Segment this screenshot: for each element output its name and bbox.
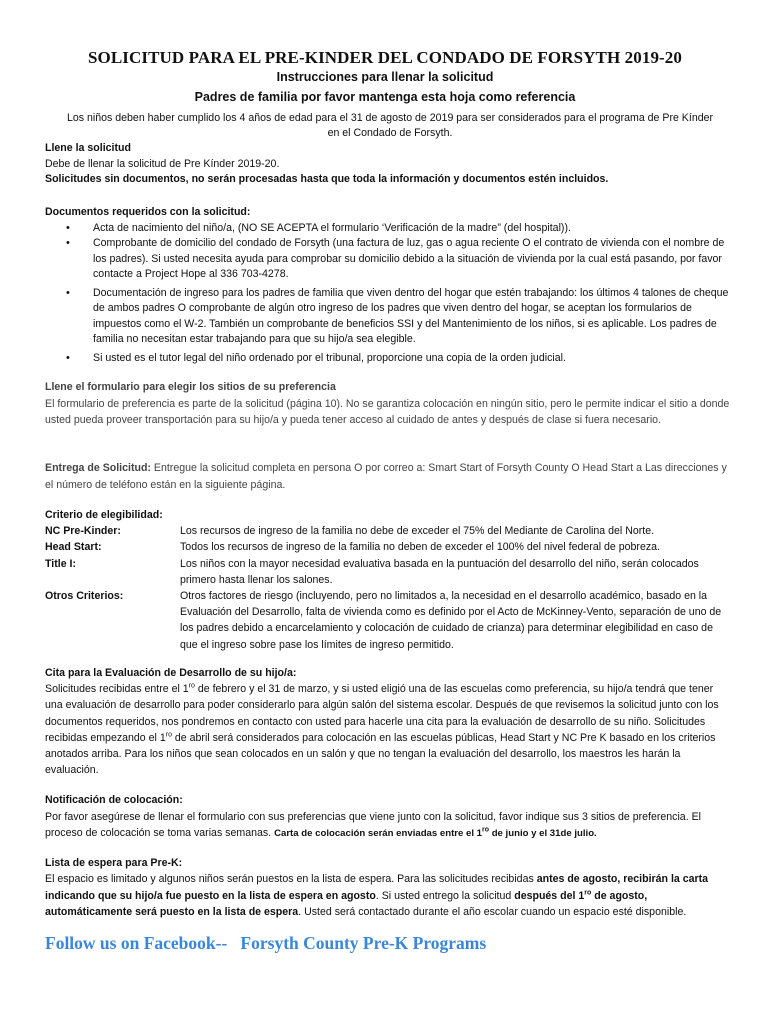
- criteria-label: Head Start:: [45, 541, 102, 554]
- waitlist-text: [45, 871, 730, 920]
- ordinal-sup: ro: [188, 682, 195, 690]
- docs-list: [45, 221, 730, 367]
- criteria-text: Todos los recursos de ingreso de la familia no deben de exceder el 100% del nivel federal de pobreza.: [180, 541, 660, 554]
- fill-application-section: [45, 141, 730, 188]
- delivery-text: Entregue la solicitud completa en persona O por correo a: Smart Start of Forsyth County O Head Start a Las direcciones y el número de teléfono están en la siguiente página.: [45, 462, 727, 491]
- ordinal-sup: ro: [584, 889, 592, 897]
- notice-text-part: Por favor asegúrese de llenar el formulario con sus preferencias que viene junto con la solicitud, favor indique sus 3 sitios de preferencia. El proceso de colocación se toma varias semanas.: [45, 810, 701, 839]
- eligibility-criteria-section: [45, 507, 730, 653]
- age-requirement-intro: Los niños deben haber cumplido los 4 años de edad para el 31 de agosto de 2019 para ser considerados para el programa de Pre Kínder en el Condado de Forsyth.: [66, 112, 714, 139]
- pref-heading: Llene el formulario para elegir los sitios de su preferencia: [45, 381, 336, 393]
- docs-item-legal-guardian: • Si usted es el tutor legal del niño ordenado por el tribunal, proporcione una copia de la orden judicial.: [45, 351, 730, 367]
- waitlist-bold-part: antes de agosto, recibirán la carta indicando que su hijo/a fue puesto en la lista de espera en agosto: [45, 873, 709, 902]
- notice-bold-part: Carta de colocación serán enviadas entre el 1: [274, 828, 483, 839]
- waitlist-text-part: El espacio es limitado y algunos niños serán puestos en la lista de espera. Para las solicitudes recibidas: [45, 873, 537, 886]
- criteria-label: Otros Criterios:: [45, 590, 124, 603]
- delivery-section: [45, 460, 730, 494]
- required-documents-section: [45, 205, 730, 366]
- appointment-text-part: de febrero y el 31 de marzo, y si usted eligió una de las escuelas como preferencia, su hijo/a tendrá que tener una evaluación de desarrollo para poder considerarlo para algún salón del sistema escolar. Después de que revisemos la solicitud junto con los documentos requeridos, nos pondremos en contacto con usted para hacerle una cita para la evaluación de desarrollo de su niño. Solicitudes recibidas empezando el 1: [45, 683, 719, 744]
- waitlist-heading: Lista de espera para Pre-K:: [45, 857, 183, 869]
- ordinal-sup: ro: [482, 826, 490, 834]
- docs-item-birth-certificate: • Acta de nacimiento del niño/a, (NO SE ACEPTA el formulario ‘Verificación de la madre” (del hospital)).: [45, 221, 730, 237]
- facebook-follow-link[interactable]: Follow us on Facebook-- Forsyth County Pre-K Programs: [45, 933, 487, 953]
- page-title: SOLICITUD PARA EL PRE-KINDER DEL CONDADO DE FORSYTH 2019-20: [87, 48, 683, 67]
- waitlist-section: [45, 855, 730, 920]
- criteria-text: Los niños con la mayor necesidad evaluativa basada en la puntuación del desarrollo del niño, serán colocados primero hasta llenar los salones.: [180, 557, 699, 586]
- preference-form-section: [45, 380, 730, 429]
- instructions-subtitle: Instrucciones para llenar la solicitud: [276, 70, 494, 84]
- waitlist-text-part: . Si usted entrego la solicitud: [375, 889, 515, 902]
- appointment-text-part: Solicitudes recibidas entre el 1: [45, 683, 189, 696]
- criteria-text: Los recursos de ingreso de la familia no debe de exceder el 75% del Mediante de Carolina del Norte.: [180, 525, 655, 538]
- fill-heading: Llene la solicitud: [45, 142, 131, 154]
- criteria-text: Otros factores de riesgo (incluyendo, pero no limitados a, la necesidad en el desarrollo académico, basado en la Evaluación del Desarrollo, falta de vivienda como es definido por el Acto de McKinney-Vento, separación de uno de los padres debido a encarcelamiento y colocación de cuidado de crianza) para determinar elegibilidad en caso de que el ingreso sobre pase los límites de ingreso permitido.: [180, 590, 722, 651]
- waitlist-bold-part: después del 1: [514, 889, 585, 902]
- delivery-label: Entrega de Solicitud:: [45, 462, 151, 474]
- criteria-row-nc-prek: [45, 523, 730, 539]
- appointment-text: [45, 681, 730, 778]
- notice-text: [45, 809, 730, 843]
- fill-line-1: Debe de llenar la solicitud de Pre Kínder 2019-20.: [45, 157, 280, 170]
- criteria-label: Title I:: [45, 557, 77, 570]
- docs-item-address-proof: • Comprobante de domicilio del condado de Forsyth (una factura de luz, gas o agua reciente O el contrato de vivienda con el nombre de los padres). Si usted necesita ayuda para comprobar su domicilio debido a la situación de vivienda por la cual está pasando, por favor contacte a Project Hope al 336 703-4278.: [45, 236, 730, 283]
- fill-line-2: Solicitudes sin documentos, no serán procesadas hasta que toda la información y documentos estén incluidos.: [45, 173, 609, 185]
- criteria-row-other: [45, 588, 730, 653]
- docs-heading: Documentos requeridos con la solicitud:: [45, 206, 251, 218]
- appointment-text-part: de abril será considerados para colocación en las escuelas públicas, Head Start y NC Pre K basado en los criterios anotados arriba. Para los niños que sean colocados en un salón y que no tengan la evaluación del desarrollo, los maestros les harán la evaluación.: [45, 731, 716, 777]
- pref-text: El formulario de preferencia es parte de la solicitud (página 10). No se garantiza colocación en ningún sitio, pero le permite indicar el sitio a donde usted pueda proveer transportación para su hijo/a y pueda tener acceso al cuidado de antes y después de clase si fuera necesario.: [45, 397, 730, 426]
- waitlist-text-part: . Usted será contactado durante el año escolar cuando un espacio esté disponible.: [298, 905, 687, 918]
- appointment-heading: Cita para la Evaluación de Desarrollo de su hijo/a:: [45, 667, 297, 679]
- docs-item-income: • Documentación de ingreso para los padres de familia que viven dentro del hogar que estén trabajando: los últimos 4 talones de cheque de ambos padres O comprobante de algún otro ingreso de los padres que viven dentro del hogar, se aceptan los formularios de impuestos como el W-2. También un comprobante de beneficios SSI y del Mantenimiento de los niños, si es aplicable. Los padres de familia no necesitan estar trabajando para que su hijo/a sea elegible.: [45, 286, 730, 348]
- waitlist-bold-part: de agosto, automáticamente será puesto en la lista de espera: [45, 889, 648, 918]
- ordinal-sup: ro: [165, 731, 172, 739]
- placement-notice-section: [45, 792, 730, 843]
- criteria-row-head-start: [45, 539, 730, 555]
- evaluation-appointment-section: [45, 665, 730, 778]
- keep-reference-subtitle: Padres de familia por favor mantenga esta hoja como referencia: [194, 90, 576, 104]
- notice-heading: Notificación de colocación:: [45, 794, 183, 806]
- criteria-row-title-i: [45, 556, 730, 588]
- notice-bold-part: de junio y el 31de julio.: [489, 828, 597, 839]
- criteria-label: NC Pre-Kinder:: [45, 525, 121, 538]
- criteria-heading: Criterio de elegibilidad:: [45, 509, 163, 521]
